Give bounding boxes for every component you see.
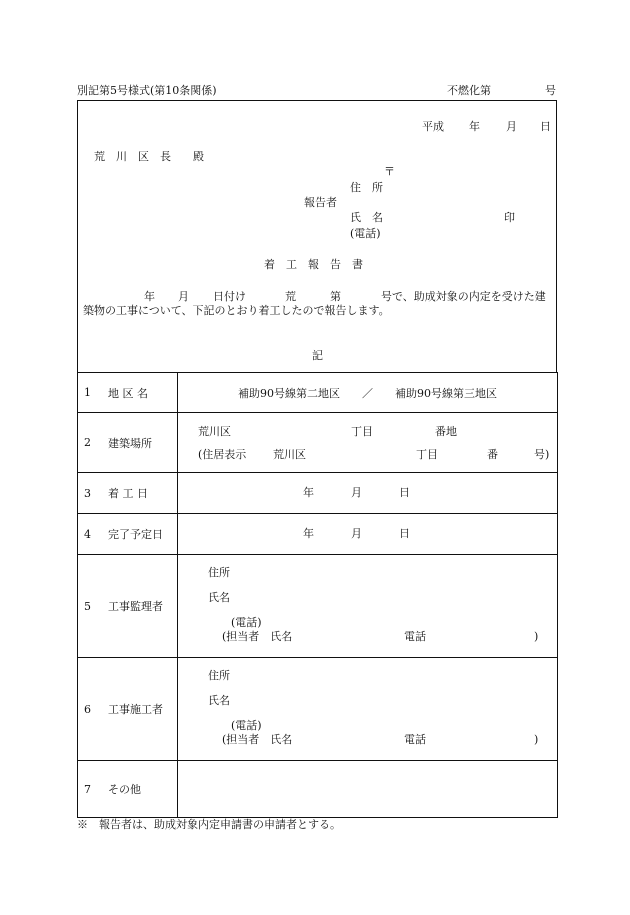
supervisor-contact: (担当者 氏名: [222, 630, 293, 643]
body-text-line2: 築物の工事について、下記のとおり着工したので報告します。: [83, 304, 390, 317]
contractor-cell: [178, 658, 558, 761]
completion-date-cell: [178, 514, 558, 555]
location-chome: 丁目: [351, 425, 373, 438]
row-label-cell: [78, 413, 178, 473]
table-row: [78, 761, 558, 818]
phone-label: (電話): [350, 227, 381, 240]
row-label-cell: [78, 555, 178, 658]
row-label-cell: [78, 761, 178, 818]
body-dated: 日付け: [213, 290, 246, 303]
contractor-address: 住所: [208, 669, 230, 682]
row-label-cell: [78, 658, 178, 761]
row-number: 7: [84, 782, 91, 796]
table-row: [78, 555, 558, 658]
details-table: [77, 372, 558, 818]
row-label: 地 区 名: [108, 386, 148, 400]
ki-heading: 記: [312, 349, 323, 362]
date-era: 平成: [422, 120, 444, 133]
completion-day: 日: [399, 527, 410, 540]
table-row: [78, 658, 558, 761]
name-label: 氏 名: [350, 211, 383, 224]
body-year: 年: [144, 290, 155, 303]
row-number: 2: [84, 436, 91, 449]
row-label-cell: [78, 373, 178, 413]
district-name-value: 補助90号線第二地区 ／ 補助90号線第三地区: [178, 373, 558, 413]
contractor-name: 氏名: [208, 694, 230, 707]
address-label: 住 所: [350, 181, 383, 194]
start-day: 日: [399, 486, 410, 499]
footnote: ※ 報告者は、助成対象内定申請書の申請者とする。: [77, 818, 341, 831]
form-label: 別記第5号様式(第10条関係): [77, 84, 217, 97]
row-label: 着 工 日: [108, 487, 148, 500]
row-label-cell: [78, 514, 178, 555]
supervisor-contact-phone: 電話: [404, 630, 426, 643]
residence-go: 号): [534, 448, 550, 461]
table-row: [78, 413, 558, 473]
body-month: 月: [178, 290, 189, 303]
residence-prefix: (住居表示: [198, 448, 247, 461]
row-label: 完了予定日: [108, 528, 163, 541]
report-number-prefix: 不燃化第: [447, 84, 491, 97]
supervisor-phone: (電話): [231, 616, 262, 629]
date-day: 日: [540, 120, 551, 133]
contractor-contact-phone: 電話: [404, 733, 426, 746]
row-label: 建築場所: [108, 436, 152, 450]
location-ward: 荒川区: [198, 425, 231, 438]
residence-chome: 丁目: [416, 448, 438, 461]
start-year: 年: [303, 486, 314, 499]
date-year: 年: [469, 120, 480, 133]
body-text-rest: 号で、助成対象の内定を受けた建: [381, 290, 546, 303]
table-row: [78, 373, 558, 413]
reporter-label: 報告者: [304, 196, 337, 209]
supervisor-address: 住所: [208, 566, 230, 579]
completion-year: 年: [303, 527, 314, 540]
table-row: [78, 514, 558, 555]
start-date-cell: [178, 473, 558, 514]
report-header-box: [77, 100, 557, 373]
addressee: 荒 川 区 長 殿: [94, 150, 204, 163]
row-number: 3: [84, 486, 91, 500]
other-cell: [178, 761, 558, 818]
row-number: 6: [84, 702, 91, 716]
building-location-cell: [178, 413, 558, 473]
supervisor-contact-close: ): [534, 630, 539, 643]
supervisor-name: 氏名: [208, 591, 230, 604]
seal-mark: 印: [504, 211, 515, 224]
row-label: その他: [108, 783, 141, 796]
contractor-phone: (電話): [231, 719, 262, 732]
body-ara: 荒: [285, 290, 296, 303]
row-label: 工事施工者: [108, 703, 163, 716]
row-label: 工事監理者: [108, 600, 163, 613]
residence-ban: 番: [487, 448, 498, 461]
supervisor-cell: [178, 555, 558, 658]
start-month: 月: [351, 486, 362, 499]
postal-mark: 〒: [384, 165, 395, 178]
table-row: [78, 473, 558, 514]
row-number: 1: [84, 386, 91, 399]
row-number: 4: [84, 527, 91, 541]
location-banchi: 番地: [435, 425, 457, 438]
contractor-contact: (担当者 氏名: [222, 733, 293, 746]
document-title: 着 工 報 告 書: [264, 258, 363, 271]
residence-ward: 荒川区: [273, 448, 306, 461]
report-number-suffix: 号: [545, 84, 556, 97]
contractor-contact-close: ): [534, 733, 539, 746]
row-label-cell: [78, 473, 178, 514]
row-number: 5: [84, 599, 91, 613]
body-dai: 第: [330, 290, 341, 303]
date-month: 月: [506, 120, 517, 133]
completion-month: 月: [351, 527, 362, 540]
